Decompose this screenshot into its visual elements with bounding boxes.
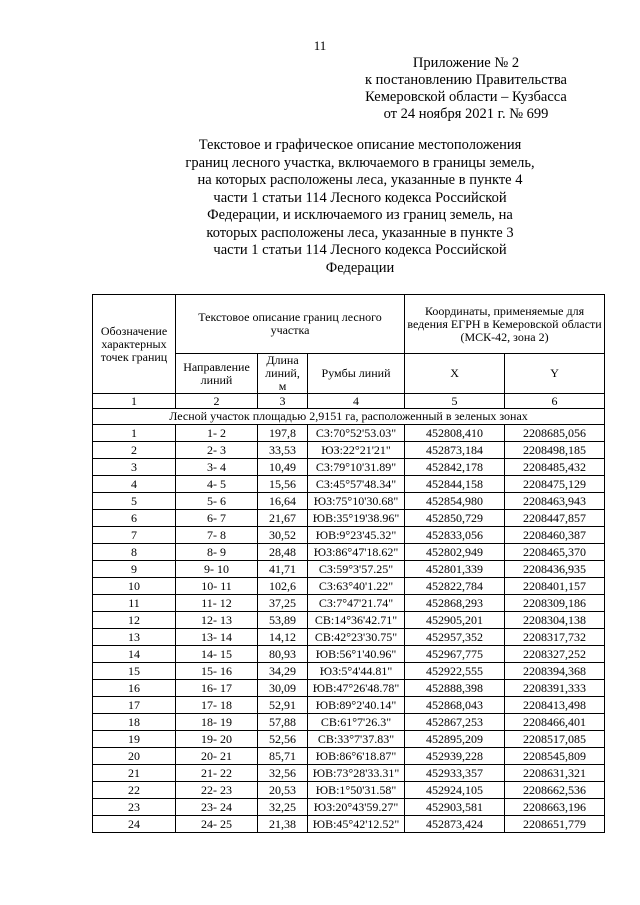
bearing-cell: СВ:33°7'37.83" [308,731,405,748]
length-cell: 30,52 [258,527,308,544]
length-cell: 52,91 [258,697,308,714]
table-row [93,493,605,510]
direction-cell: 17- 18 [176,697,258,714]
length-cell: 53,89 [258,612,308,629]
point-cell: 5 [93,493,176,510]
point-cell: 22 [93,782,176,799]
title-line: Федерации [325,259,395,276]
table-row [93,595,605,612]
header-bearing: Румбы линий [308,354,405,394]
point-cell: 9 [93,561,176,578]
point-cell: 18 [93,714,176,731]
document-title [160,137,560,277]
length-cell: 80,93 [258,646,308,663]
point-cell: 1 [93,425,176,442]
table-row [93,459,605,476]
x-cell: 452967,775 [405,646,505,663]
bearing-cell: СВ:61°7'26.3" [308,714,405,731]
point-cell: 7 [93,527,176,544]
table-row [93,799,605,816]
column-number: 3 [258,394,308,409]
x-cell: 452895,209 [405,731,505,748]
point-cell: 14 [93,646,176,663]
header-y: Y [505,354,605,394]
point-cell: 13 [93,629,176,646]
table-row [93,697,605,714]
x-cell: 452854,980 [405,493,505,510]
table-row [93,561,605,578]
direction-cell: 18- 19 [176,714,258,731]
direction-cell: 20- 21 [176,748,258,765]
y-cell: 2208413,498 [505,697,605,714]
point-cell: 15 [93,663,176,680]
y-cell: 2208651,779 [505,816,605,833]
bearing-cell: ЮЗ:75°10'30.68" [308,493,405,510]
table-row [93,612,605,629]
table-row [93,629,605,646]
y-cell: 2208517,085 [505,731,605,748]
direction-cell: 12- 13 [176,612,258,629]
x-cell: 452939,228 [405,748,505,765]
x-cell: 452808,410 [405,425,505,442]
table-row [93,425,605,442]
table-row [93,510,605,527]
length-cell: 21,38 [258,816,308,833]
appendix-line: Кемеровской области – Кузбасса [365,89,567,105]
direction-cell: 10- 11 [176,578,258,595]
y-cell: 2208631,321 [505,765,605,782]
appendix-line: Приложение № 2 [412,55,520,71]
y-cell: 2208663,196 [505,799,605,816]
bearing-cell: ЮВ:56°1'40.96" [308,646,405,663]
y-cell: 2208485,432 [505,459,605,476]
appendix-line: от 24 ноября 2021 г. № 699 [383,106,549,122]
point-cell: 21 [93,765,176,782]
bearing-cell: ЮЗ:5°4'44.81" [308,663,405,680]
direction-cell: 24- 25 [176,816,258,833]
point-cell: 19 [93,731,176,748]
x-cell: 452833,056 [405,527,505,544]
y-cell: 2208436,935 [505,561,605,578]
y-cell: 2208309,186 [505,595,605,612]
point-cell: 20 [93,748,176,765]
bearing-cell: ЮВ:9°23'45.32" [308,527,405,544]
header-coordinates: Координаты, применяемые для ведения ЕГРН в Кемеровской области (МСК-42, зона 2) [405,295,605,354]
x-cell: 452801,339 [405,561,505,578]
point-cell: 3 [93,459,176,476]
length-cell: 41,71 [258,561,308,578]
direction-cell: 5- 6 [176,493,258,510]
direction-cell: 22- 23 [176,782,258,799]
bearing-cell: СЗ:70°52'53.03" [308,425,405,442]
table-row [93,646,605,663]
x-cell: 452888,398 [405,680,505,697]
section-row [93,409,605,425]
x-cell: 452868,043 [405,697,505,714]
table-row [93,782,605,799]
title-line: части 1 статьи 114 Лесного кодекса Российской [213,189,507,206]
header-point-designation: Обозначение характерных точек границ [93,295,176,394]
length-cell: 32,25 [258,799,308,816]
direction-cell: 19- 20 [176,731,258,748]
y-cell: 2208498,185 [505,442,605,459]
y-cell: 2208475,129 [505,476,605,493]
section-title: Лесной участок площадью 2,9151 га, расположенный в зеленых зонах [93,409,605,425]
x-cell: 452868,293 [405,595,505,612]
direction-cell: 21- 22 [176,765,258,782]
x-cell: 452922,555 [405,663,505,680]
x-cell: 452844,158 [405,476,505,493]
length-cell: 15,56 [258,476,308,493]
bearing-cell: СЗ:79°10'31.89" [308,459,405,476]
header-row [93,295,605,354]
direction-cell: 2- 3 [176,442,258,459]
bearing-cell: СЗ:45°57'48.34" [308,476,405,493]
length-cell: 37,25 [258,595,308,612]
x-cell: 452903,581 [405,799,505,816]
table-row [93,527,605,544]
bearing-cell: СВ:42°23'30.75" [308,629,405,646]
length-cell: 10,49 [258,459,308,476]
appendix-block [336,55,596,123]
direction-cell: 14- 15 [176,646,258,663]
x-cell: 452802,949 [405,544,505,561]
table-row [93,578,605,595]
direction-cell: 23- 24 [176,799,258,816]
page-number: 11 [313,38,327,53]
column-number: 6 [505,394,605,409]
x-cell: 452822,784 [405,578,505,595]
point-cell: 10 [93,578,176,595]
length-cell: 57,88 [258,714,308,731]
bearing-cell: СЗ:63°40'1.22" [308,578,405,595]
y-cell: 2208463,943 [505,493,605,510]
column-number: 4 [308,394,405,409]
length-cell: 28,48 [258,544,308,561]
length-cell: 33,53 [258,442,308,459]
point-cell: 8 [93,544,176,561]
table-row [93,442,605,459]
x-cell: 452933,357 [405,765,505,782]
column-number: 1 [93,394,176,409]
length-cell: 85,71 [258,748,308,765]
header-direction: Направление линий [176,354,258,394]
bearing-cell: ЮВ:35°19'38.96" [308,510,405,527]
column-number: 5 [405,394,505,409]
column-number-row [93,394,605,409]
bearing-cell: ЮЗ:22°21'21" [308,442,405,459]
y-cell: 2208685,056 [505,425,605,442]
table-row [93,544,605,561]
y-cell: 2208447,857 [505,510,605,527]
length-cell: 102,6 [258,578,308,595]
title-line: границ лесного участка, включаемого в границы земель, [185,154,535,171]
y-cell: 2208662,536 [505,782,605,799]
length-cell: 197,8 [258,425,308,442]
length-cell: 34,29 [258,663,308,680]
length-cell: 16,64 [258,493,308,510]
y-cell: 2208304,138 [505,612,605,629]
x-cell: 452905,201 [405,612,505,629]
bearing-cell: ЮВ:86°6'18.87" [308,748,405,765]
y-cell: 2208401,157 [505,578,605,595]
title-line: которых расположены леса, указанные в пункте 3 [206,224,514,241]
title-line: на которых расположены леса, указанные в пункте 4 [197,172,523,188]
point-cell: 11 [93,595,176,612]
header-text-description: Текстовое описание границ лесного участка [176,295,405,354]
bearing-cell: СЗ:7°47'21.74" [308,595,405,612]
point-cell: 6 [93,510,176,527]
y-cell: 2208545,809 [505,748,605,765]
table-row [93,731,605,748]
column-number: 2 [176,394,258,409]
coordinates-table [92,294,605,833]
point-cell: 24 [93,816,176,833]
length-cell: 32,56 [258,765,308,782]
bearing-cell: ЮВ:73°28'33.31" [308,765,405,782]
bearing-cell: ЮЗ:20°43'59.27" [308,799,405,816]
length-cell: 20,53 [258,782,308,799]
table-row [93,476,605,493]
bearing-cell: ЮВ:47°26'48.78" [308,680,405,697]
bearing-cell: ЮВ:1°50'31.58" [308,782,405,799]
y-cell: 2208391,333 [505,680,605,697]
bearing-cell: СЗ:59°3'57.25" [308,561,405,578]
direction-cell: 11- 12 [176,595,258,612]
table-row [93,680,605,697]
table-row [93,663,605,680]
direction-cell: 7- 8 [176,527,258,544]
y-cell: 2208465,370 [505,544,605,561]
bearing-cell: ЮЗ:86°47'18.62" [308,544,405,561]
x-cell: 452842,178 [405,459,505,476]
point-cell: 4 [93,476,176,493]
x-cell: 452924,105 [405,782,505,799]
length-cell: 30,09 [258,680,308,697]
bearing-cell: СВ:14°36'42.71" [308,612,405,629]
direction-cell: 6- 7 [176,510,258,527]
direction-cell: 16- 17 [176,680,258,697]
header-x: X [405,354,505,394]
direction-cell: 1- 2 [176,425,258,442]
header-length: Длина линий, м [258,354,308,394]
direction-cell: 13- 14 [176,629,258,646]
x-cell: 452873,184 [405,442,505,459]
table-row [93,765,605,782]
y-cell: 2208317,732 [505,629,605,646]
length-cell: 52,56 [258,731,308,748]
y-cell: 2208460,387 [505,527,605,544]
direction-cell: 4- 5 [176,476,258,493]
table-row [93,714,605,731]
title-line: Федерации, и исключаемого из границ земель, на [207,207,513,223]
direction-cell: 15- 16 [176,663,258,680]
point-cell: 23 [93,799,176,816]
table-row [93,816,605,833]
x-cell: 452957,352 [405,629,505,646]
bearing-cell: ЮВ:89°2'40.14" [308,697,405,714]
x-cell: 452867,253 [405,714,505,731]
point-cell: 12 [93,612,176,629]
x-cell: 452850,729 [405,510,505,527]
y-cell: 2208466,401 [505,714,605,731]
point-cell: 2 [93,442,176,459]
direction-cell: 9- 10 [176,561,258,578]
appendix-line: к постановлению Правительства [365,72,567,88]
point-cell: 17 [93,697,176,714]
direction-cell: 3- 4 [176,459,258,476]
length-cell: 21,67 [258,510,308,527]
y-cell: 2208394,368 [505,663,605,680]
table-row [93,748,605,765]
x-cell: 452873,424 [405,816,505,833]
title-line: Текстовое и графическое описание местоположения [198,137,522,153]
bearing-cell: ЮВ:45°42'12.52" [308,816,405,833]
length-cell: 14,12 [258,629,308,646]
point-cell: 16 [93,680,176,697]
y-cell: 2208327,252 [505,646,605,663]
title-line: части 1 статьи 114 Лесного кодекса Российской [213,242,507,258]
direction-cell: 8- 9 [176,544,258,561]
